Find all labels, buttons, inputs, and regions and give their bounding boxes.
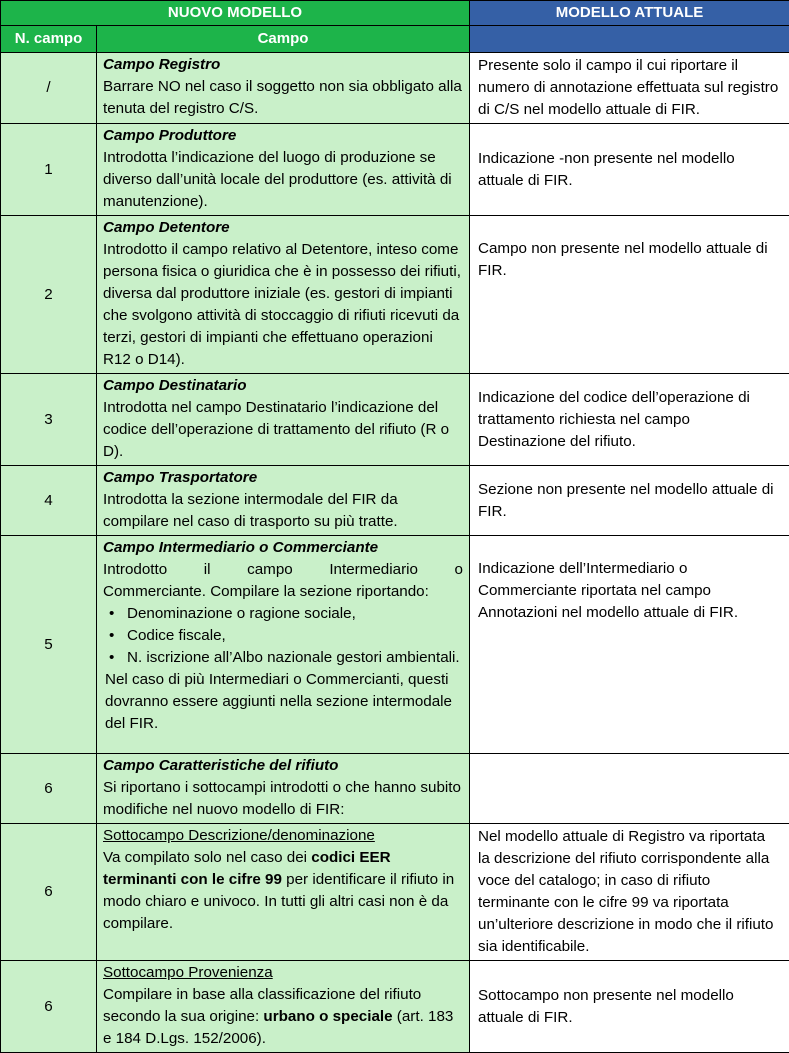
row-number: 6 bbox=[1, 824, 97, 961]
attuale-cell: Sottocampo non presente nel modello attuale di FIR. bbox=[470, 961, 789, 1053]
table-row bbox=[1, 124, 789, 216]
campo-text: Introdotta nel campo Destinatario l’indicazione del codice dell’operazione di trattamento del rifiuto (R o D). bbox=[103, 399, 449, 460]
campo-cell bbox=[97, 53, 470, 124]
header-modello-attuale: MODELLO ATTUALE bbox=[470, 1, 789, 26]
list-item: • N. iscrizione all’Albo nazionale gestori ambientali. bbox=[127, 647, 463, 669]
row-number: 6 bbox=[1, 961, 97, 1053]
table-row bbox=[1, 536, 789, 754]
header-n-campo: N. campo bbox=[1, 26, 97, 53]
table-row bbox=[1, 466, 789, 536]
campo-text: Introdotta la sezione intermodale del FIR da compilare nel caso di trasporto su più tratte. bbox=[103, 491, 398, 530]
campo-cell bbox=[97, 374, 470, 466]
header-campo: Campo bbox=[97, 26, 470, 53]
campo-title: Campo Detentore bbox=[103, 217, 463, 239]
row-number: 4 bbox=[1, 466, 97, 536]
campo-subtitle: Sottocampo Descrizione/denominazione bbox=[103, 825, 463, 847]
campo-subtitle: Sottocampo Provenienza bbox=[103, 962, 463, 984]
campo-text: Si riportano i sottocampi introdotti o che hanno subito modifiche nel nuovo modello di FIR: bbox=[103, 779, 461, 818]
campo-title: Campo Registro bbox=[103, 54, 463, 76]
table-row bbox=[1, 754, 789, 824]
campo-cell bbox=[97, 824, 470, 961]
campo-text bbox=[103, 849, 454, 932]
campo-text-part: per identificare il rifiuto in modo chiaro e univoco. In tutti gli altri casi non è da compilare. bbox=[103, 871, 454, 932]
attuale-cell: Nel modello attuale di Registro va riportata la descrizione del rifiuto corrispondente alla voce del catalogo; in caso di rifiuto terminante con le cifre 99 va riportata un’ulteriore descrizione in modo che il rifiuto sia identificabile. bbox=[470, 824, 789, 961]
campo-title: Campo Produttore bbox=[103, 125, 463, 147]
campo-title: Campo Intermediario o Commerciante bbox=[103, 537, 463, 559]
campo-text-bold: codici EER terminanti con le cifre 99 bbox=[103, 849, 391, 888]
list-item: • Denominazione o ragione sociale, bbox=[127, 603, 463, 625]
campo-bullet-list bbox=[103, 603, 463, 669]
table-row bbox=[1, 824, 789, 961]
campo-text: Commerciante. Compilare la sezione riportando: bbox=[103, 583, 429, 600]
header-row-1 bbox=[1, 1, 789, 26]
campo-title: Campo Trasportatore bbox=[103, 467, 463, 489]
table-row bbox=[1, 53, 789, 124]
campo-text: Introdotto il campo relativo al Detentore, inteso come persona fisica o giuridica che è in possesso dei rifiuti, diversa dal produttore iniziale (es. gestori di impianti che svolgono attività di stoccaggio di rifiuti ricevuti da terzi, gestori di impianti che effettuano operazioni R12 o D14). bbox=[103, 241, 461, 368]
row-number: 3 bbox=[1, 374, 97, 466]
attuale-cell bbox=[470, 754, 789, 824]
campo-cell bbox=[97, 124, 470, 216]
attuale-cell: Campo non presente nel modello attuale di FIR. bbox=[470, 216, 789, 374]
campo-text: Barrare NO nel caso il soggetto non sia obbligato alla tenuta del registro C/S. bbox=[103, 78, 462, 117]
campo-text-line1: Introdotto il campo Intermediario o bbox=[103, 559, 463, 581]
campo-cell bbox=[97, 961, 470, 1053]
header-attuale-blank bbox=[470, 26, 789, 53]
campo-text-bold: urbano o speciale bbox=[263, 1008, 392, 1025]
row-number: / bbox=[1, 53, 97, 124]
row-number: 2 bbox=[1, 216, 97, 374]
header-nuovo-modello: NUOVO MODELLO bbox=[1, 1, 470, 26]
attuale-cell: Sezione non presente nel modello attuale di FIR. bbox=[470, 466, 789, 536]
row-number: 1 bbox=[1, 124, 97, 216]
campo-cell bbox=[97, 536, 470, 754]
attuale-cell: Presente solo il campo il cui riportare il numero di annotazione effettuata sul registro di C/S nel modello attuale di FIR. bbox=[470, 53, 789, 124]
campo-text-part: (art. 183 e 184 D.Lgs. 152/2006). bbox=[103, 1008, 453, 1047]
campo-cell bbox=[97, 466, 470, 536]
campo-cell bbox=[97, 754, 470, 824]
campo-cell bbox=[97, 216, 470, 374]
campo-text: Introdotta l’indicazione del luogo di produzione se diverso dall’unità locale del produttore (es. attività di manutenzione). bbox=[103, 149, 452, 210]
table-row bbox=[1, 961, 789, 1053]
row-number: 6 bbox=[1, 754, 97, 824]
attuale-cell: Indicazione del codice dell’operazione di trattamento richiesta nel campo Destinazione del rifiuto. bbox=[470, 374, 789, 466]
list-item: • Codice fiscale, bbox=[127, 625, 463, 647]
campo-title: Campo Destinatario bbox=[103, 375, 463, 397]
row-number: 5 bbox=[1, 536, 97, 754]
campo-title: Campo Caratteristiche del rifiuto bbox=[103, 755, 463, 777]
attuale-cell: Indicazione -non presente nel modello attuale di FIR. bbox=[470, 124, 789, 216]
table-row bbox=[1, 216, 789, 374]
table-row bbox=[1, 374, 789, 466]
attuale-cell: Indicazione dell’Intermediario o Commerciante riportata nel campo Annotazioni nel modello attuale di FIR. bbox=[470, 536, 789, 754]
header-row-2 bbox=[1, 26, 789, 53]
campo-text-part: Compilare in base alla classificazione del rifiuto secondo la sua origine: bbox=[103, 986, 421, 1025]
campo-text-part: Va compilato solo nel caso dei bbox=[103, 849, 311, 866]
campo-text bbox=[103, 986, 453, 1047]
campo-text-after: Nel caso di più Intermediari o Commercianti, questi dovranno essere aggiunti nella sezione intermodale del FIR. bbox=[103, 669, 463, 735]
